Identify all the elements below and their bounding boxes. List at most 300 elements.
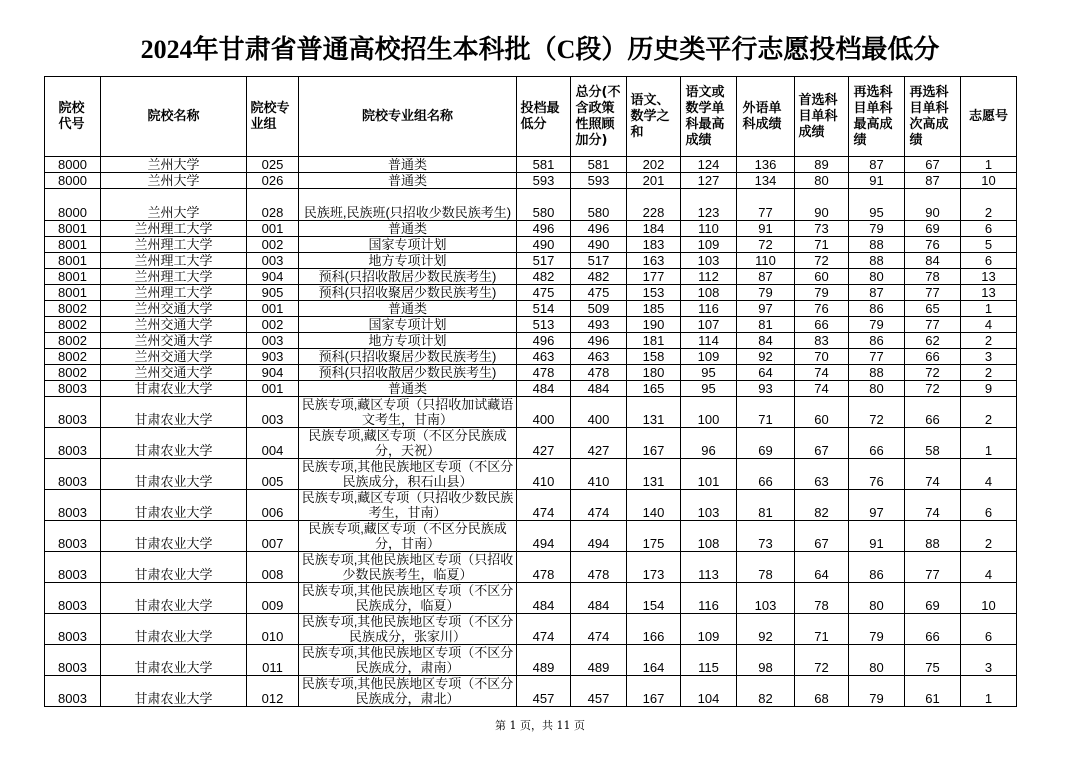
table-row xyxy=(45,333,1017,349)
cell-school-code: 8000 xyxy=(45,189,101,221)
cell-group-name: 民族专项,藏区专项（只招收少数民族考生，甘南） xyxy=(299,490,517,521)
cell-school-code: 8003 xyxy=(45,397,101,428)
cell-chinese-math-sum: 131 xyxy=(627,397,681,428)
cell-preference-no: 2 xyxy=(961,189,1017,221)
cell-second-subject-second: 77 xyxy=(905,285,961,301)
cell-total-score: 517 xyxy=(571,253,627,269)
cell-second-subject-max: 77 xyxy=(849,349,905,365)
cell-first-subject: 73 xyxy=(795,221,849,237)
header-first-subject xyxy=(795,77,849,157)
cell-group-code: 905 xyxy=(247,285,299,301)
cell-first-subject: 82 xyxy=(795,490,849,521)
table-row xyxy=(45,317,1017,333)
cell-total-score: 474 xyxy=(571,614,627,645)
cell-preference-no: 10 xyxy=(961,173,1017,189)
cell-school-name: 兰州交通大学 xyxy=(101,333,247,349)
header-row xyxy=(45,77,1017,157)
cell-group-name: 预科(只招收散居少数民族考生) xyxy=(299,269,517,285)
cell-total-score: 484 xyxy=(571,583,627,614)
cell-foreign-language: 69 xyxy=(737,428,795,459)
cell-first-subject: 67 xyxy=(795,428,849,459)
cell-chinese-math-sum: 201 xyxy=(627,173,681,189)
cell-second-subject-max: 79 xyxy=(849,317,905,333)
cell-school-code: 8002 xyxy=(45,349,101,365)
cell-second-subject-max: 72 xyxy=(849,397,905,428)
cell-preference-no: 5 xyxy=(961,237,1017,253)
cell-second-subject-second: 77 xyxy=(905,552,961,583)
cell-group-name: 民族专项,其他民族地区专项（不区分民族成分，积石山县） xyxy=(299,459,517,490)
cell-chinese-math-sum: 163 xyxy=(627,253,681,269)
cell-total-score: 474 xyxy=(571,490,627,521)
cell-foreign-language: 81 xyxy=(737,317,795,333)
cell-second-subject-second: 78 xyxy=(905,269,961,285)
cell-second-subject-second: 72 xyxy=(905,365,961,381)
cell-school-name: 兰州理工大学 xyxy=(101,237,247,253)
table-row xyxy=(45,397,1017,428)
cell-first-subject: 79 xyxy=(795,285,849,301)
cell-foreign-language: 92 xyxy=(737,349,795,365)
table-row xyxy=(45,173,1017,189)
score-table xyxy=(44,76,1017,707)
header-label: 志愿号 xyxy=(968,108,1008,124)
cell-first-subject: 80 xyxy=(795,173,849,189)
cell-group-code: 025 xyxy=(247,157,299,173)
cell-school-name: 兰州理工大学 xyxy=(101,269,247,285)
cell-group-code: 011 xyxy=(247,645,299,676)
cell-min-score: 581 xyxy=(517,157,571,173)
table-row xyxy=(45,552,1017,583)
cell-min-score: 593 xyxy=(517,173,571,189)
cell-school-name: 甘肃农业大学 xyxy=(101,614,247,645)
cell-school-name: 甘肃农业大学 xyxy=(101,645,247,676)
cell-second-subject-second: 87 xyxy=(905,173,961,189)
cell-chinese-math-sum: 167 xyxy=(627,428,681,459)
cell-preference-no: 6 xyxy=(961,221,1017,237)
cell-foreign-language: 64 xyxy=(737,365,795,381)
cell-chinese-math-sum: 175 xyxy=(627,521,681,552)
cell-chinese-math-sum: 202 xyxy=(627,157,681,173)
cell-chinese-math-sum: 185 xyxy=(627,301,681,317)
cell-first-subject: 90 xyxy=(795,189,849,221)
cell-group-code: 004 xyxy=(247,428,299,459)
cell-group-code: 026 xyxy=(247,173,299,189)
cell-school-name: 甘肃农业大学 xyxy=(101,381,247,397)
cell-group-name: 民族专项,其他民族地区专项（不区分民族成分，肃南） xyxy=(299,645,517,676)
header-label: 总分(不含政策性照顾加分) xyxy=(575,84,621,148)
cell-school-code: 8003 xyxy=(45,381,101,397)
cell-preference-no: 13 xyxy=(961,285,1017,301)
table-row xyxy=(45,221,1017,237)
cell-school-code: 8003 xyxy=(45,614,101,645)
table-row xyxy=(45,349,1017,365)
cell-second-subject-second: 58 xyxy=(905,428,961,459)
cell-min-score: 514 xyxy=(517,301,571,317)
cell-school-name: 甘肃农业大学 xyxy=(101,521,247,552)
cell-preference-no: 1 xyxy=(961,301,1017,317)
table-row xyxy=(45,237,1017,253)
cell-chinese-or-math-max: 103 xyxy=(681,490,737,521)
cell-foreign-language: 98 xyxy=(737,645,795,676)
table-row xyxy=(45,521,1017,552)
cell-group-code: 006 xyxy=(247,490,299,521)
table-row xyxy=(45,285,1017,301)
cell-second-subject-second: 77 xyxy=(905,317,961,333)
cell-preference-no: 3 xyxy=(961,349,1017,365)
cell-first-subject: 74 xyxy=(795,381,849,397)
cell-total-score: 410 xyxy=(571,459,627,490)
cell-preference-no: 6 xyxy=(961,614,1017,645)
cell-group-name: 民族专项,其他民族地区专项（不区分民族成分，临夏） xyxy=(299,583,517,614)
cell-group-code: 003 xyxy=(247,397,299,428)
cell-first-subject: 60 xyxy=(795,269,849,285)
cell-second-subject-second: 69 xyxy=(905,221,961,237)
cell-school-code: 8001 xyxy=(45,237,101,253)
header-chinese-math-sum xyxy=(627,77,681,157)
cell-min-score: 475 xyxy=(517,285,571,301)
cell-preference-no: 9 xyxy=(961,381,1017,397)
cell-first-subject: 71 xyxy=(795,237,849,253)
cell-school-code: 8003 xyxy=(45,521,101,552)
cell-foreign-language: 97 xyxy=(737,301,795,317)
cell-school-name: 兰州交通大学 xyxy=(101,301,247,317)
cell-second-subject-max: 87 xyxy=(849,157,905,173)
cell-chinese-math-sum: 158 xyxy=(627,349,681,365)
cell-second-subject-second: 61 xyxy=(905,676,961,707)
cell-min-score: 400 xyxy=(517,397,571,428)
cell-total-score: 493 xyxy=(571,317,627,333)
cell-first-subject: 67 xyxy=(795,521,849,552)
cell-foreign-language: 103 xyxy=(737,583,795,614)
cell-preference-no: 13 xyxy=(961,269,1017,285)
cell-min-score: 484 xyxy=(517,381,571,397)
cell-chinese-or-math-max: 116 xyxy=(681,301,737,317)
cell-school-name: 兰州理工大学 xyxy=(101,253,247,269)
cell-school-code: 8000 xyxy=(45,157,101,173)
table-row xyxy=(45,490,1017,521)
cell-foreign-language: 82 xyxy=(737,676,795,707)
cell-min-score: 474 xyxy=(517,614,571,645)
cell-total-score: 463 xyxy=(571,349,627,365)
page-footer: 第 1 页，共 11 页 xyxy=(495,719,585,732)
cell-group-code: 012 xyxy=(247,676,299,707)
cell-chinese-math-sum: 184 xyxy=(627,221,681,237)
cell-second-subject-max: 80 xyxy=(849,583,905,614)
cell-min-score: 457 xyxy=(517,676,571,707)
cell-school-code: 8003 xyxy=(45,552,101,583)
table-row xyxy=(45,583,1017,614)
cell-school-name: 甘肃农业大学 xyxy=(101,397,247,428)
cell-school-code: 8001 xyxy=(45,285,101,301)
cell-first-subject: 64 xyxy=(795,552,849,583)
cell-second-subject-second: 88 xyxy=(905,521,961,552)
cell-chinese-or-math-max: 108 xyxy=(681,521,737,552)
table-body xyxy=(45,157,1017,707)
cell-school-name: 兰州理工大学 xyxy=(101,285,247,301)
cell-school-code: 8000 xyxy=(45,173,101,189)
cell-second-subject-max: 79 xyxy=(849,614,905,645)
table-row xyxy=(45,459,1017,490)
header-second-subject-second xyxy=(905,77,961,157)
cell-min-score: 427 xyxy=(517,428,571,459)
cell-group-code: 904 xyxy=(247,269,299,285)
cell-school-code: 8002 xyxy=(45,365,101,381)
cell-preference-no: 6 xyxy=(961,253,1017,269)
cell-school-name: 甘肃农业大学 xyxy=(101,583,247,614)
cell-group-code: 007 xyxy=(247,521,299,552)
cell-group-name: 民族专项,其他民族地区专项（只招收少数民族考生，临夏） xyxy=(299,552,517,583)
cell-chinese-math-sum: 181 xyxy=(627,333,681,349)
cell-group-name: 普通类 xyxy=(299,221,517,237)
cell-chinese-math-sum: 153 xyxy=(627,285,681,301)
cell-chinese-math-sum: 180 xyxy=(627,365,681,381)
table-row xyxy=(45,676,1017,707)
header-second-subject-max xyxy=(849,77,905,157)
cell-total-score: 475 xyxy=(571,285,627,301)
cell-min-score: 490 xyxy=(517,237,571,253)
cell-foreign-language: 72 xyxy=(737,237,795,253)
cell-total-score: 457 xyxy=(571,676,627,707)
cell-second-subject-second: 69 xyxy=(905,583,961,614)
cell-foreign-language: 91 xyxy=(737,221,795,237)
cell-min-score: 463 xyxy=(517,349,571,365)
cell-second-subject-max: 66 xyxy=(849,428,905,459)
cell-min-score: 494 xyxy=(517,521,571,552)
cell-group-code: 904 xyxy=(247,365,299,381)
header-school-code xyxy=(45,77,101,157)
cell-chinese-math-sum: 167 xyxy=(627,676,681,707)
cell-foreign-language: 73 xyxy=(737,521,795,552)
cell-chinese-or-math-max: 116 xyxy=(681,583,737,614)
cell-first-subject: 68 xyxy=(795,676,849,707)
cell-preference-no: 1 xyxy=(961,157,1017,173)
cell-school-name: 甘肃农业大学 xyxy=(101,490,247,521)
cell-school-code: 8002 xyxy=(45,333,101,349)
cell-second-subject-max: 86 xyxy=(849,333,905,349)
cell-second-subject-max: 80 xyxy=(849,645,905,676)
cell-second-subject-second: 76 xyxy=(905,237,961,253)
header-label: 院校专业组名称 xyxy=(361,108,453,124)
table-header xyxy=(45,77,1017,157)
cell-second-subject-second: 90 xyxy=(905,189,961,221)
cell-chinese-math-sum: 173 xyxy=(627,552,681,583)
cell-first-subject: 63 xyxy=(795,459,849,490)
cell-second-subject-max: 91 xyxy=(849,173,905,189)
cell-first-subject: 76 xyxy=(795,301,849,317)
cell-school-name: 兰州大学 xyxy=(101,157,247,173)
cell-chinese-or-math-max: 124 xyxy=(681,157,737,173)
cell-chinese-math-sum: 154 xyxy=(627,583,681,614)
header-label: 再选科目单科次高成绩 xyxy=(909,84,949,148)
cell-first-subject: 72 xyxy=(795,253,849,269)
cell-foreign-language: 66 xyxy=(737,459,795,490)
cell-second-subject-max: 79 xyxy=(849,221,905,237)
cell-preference-no: 2 xyxy=(961,333,1017,349)
cell-total-score: 593 xyxy=(571,173,627,189)
cell-group-name: 预科(只招收聚居少数民族考生) xyxy=(299,349,517,365)
cell-chinese-or-math-max: 95 xyxy=(681,381,737,397)
table-row xyxy=(45,253,1017,269)
cell-min-score: 484 xyxy=(517,583,571,614)
cell-foreign-language: 84 xyxy=(737,333,795,349)
cell-second-subject-second: 67 xyxy=(905,157,961,173)
cell-group-name: 预科(只招收散居少数民族考生) xyxy=(299,365,517,381)
cell-chinese-math-sum: 166 xyxy=(627,614,681,645)
cell-preference-no: 4 xyxy=(961,459,1017,490)
cell-chinese-or-math-max: 109 xyxy=(681,349,737,365)
cell-group-code: 003 xyxy=(247,333,299,349)
cell-school-code: 8001 xyxy=(45,269,101,285)
cell-school-name: 兰州交通大学 xyxy=(101,349,247,365)
cell-second-subject-max: 88 xyxy=(849,237,905,253)
cell-chinese-or-math-max: 107 xyxy=(681,317,737,333)
cell-min-score: 496 xyxy=(517,221,571,237)
cell-school-code: 8001 xyxy=(45,221,101,237)
cell-total-score: 478 xyxy=(571,552,627,583)
cell-total-score: 580 xyxy=(571,189,627,221)
cell-foreign-language: 79 xyxy=(737,285,795,301)
cell-group-code: 005 xyxy=(247,459,299,490)
cell-foreign-language: 92 xyxy=(737,614,795,645)
cell-group-code: 903 xyxy=(247,349,299,365)
table-row xyxy=(45,269,1017,285)
cell-chinese-math-sum: 177 xyxy=(627,269,681,285)
cell-school-name: 兰州交通大学 xyxy=(101,317,247,333)
header-group-name xyxy=(299,77,517,157)
cell-first-subject: 70 xyxy=(795,349,849,365)
cell-school-code: 8002 xyxy=(45,301,101,317)
cell-group-name: 民族专项,藏区专项（只招收加试藏语文考生，甘南） xyxy=(299,397,517,428)
cell-chinese-math-sum: 165 xyxy=(627,381,681,397)
cell-group-name: 民族专项,其他民族地区专项（不区分民族成分，张家川） xyxy=(299,614,517,645)
cell-total-score: 400 xyxy=(571,397,627,428)
cell-foreign-language: 110 xyxy=(737,253,795,269)
cell-total-score: 496 xyxy=(571,221,627,237)
cell-foreign-language: 71 xyxy=(737,397,795,428)
cell-chinese-or-math-max: 103 xyxy=(681,253,737,269)
cell-preference-no: 2 xyxy=(961,521,1017,552)
cell-chinese-or-math-max: 109 xyxy=(681,614,737,645)
table-row xyxy=(45,365,1017,381)
cell-first-subject: 78 xyxy=(795,583,849,614)
cell-total-score: 496 xyxy=(571,333,627,349)
cell-group-name: 民族专项,藏区专项（不区分民族成分，天祝） xyxy=(299,428,517,459)
cell-total-score: 509 xyxy=(571,301,627,317)
cell-school-code: 8003 xyxy=(45,490,101,521)
cell-preference-no: 2 xyxy=(961,397,1017,428)
cell-chinese-math-sum: 190 xyxy=(627,317,681,333)
cell-preference-no: 1 xyxy=(961,428,1017,459)
cell-first-subject: 71 xyxy=(795,614,849,645)
cell-total-score: 427 xyxy=(571,428,627,459)
cell-chinese-or-math-max: 127 xyxy=(681,173,737,189)
table-row xyxy=(45,157,1017,173)
cell-preference-no: 4 xyxy=(961,317,1017,333)
cell-min-score: 478 xyxy=(517,552,571,583)
cell-second-subject-max: 86 xyxy=(849,552,905,583)
cell-second-subject-second: 74 xyxy=(905,459,961,490)
cell-chinese-or-math-max: 95 xyxy=(681,365,737,381)
cell-total-score: 482 xyxy=(571,269,627,285)
cell-chinese-or-math-max: 113 xyxy=(681,552,737,583)
cell-chinese-or-math-max: 123 xyxy=(681,189,737,221)
cell-total-score: 494 xyxy=(571,521,627,552)
cell-chinese-or-math-max: 115 xyxy=(681,645,737,676)
cell-school-code: 8003 xyxy=(45,428,101,459)
cell-group-code: 010 xyxy=(247,614,299,645)
cell-second-subject-second: 75 xyxy=(905,645,961,676)
cell-chinese-or-math-max: 100 xyxy=(681,397,737,428)
cell-preference-no: 2 xyxy=(961,365,1017,381)
cell-foreign-language: 87 xyxy=(737,269,795,285)
cell-second-subject-max: 88 xyxy=(849,365,905,381)
cell-total-score: 490 xyxy=(571,237,627,253)
cell-second-subject-second: 66 xyxy=(905,349,961,365)
cell-group-name: 国家专项计划 xyxy=(299,237,517,253)
header-group-code xyxy=(247,77,299,157)
cell-second-subject-second: 66 xyxy=(905,397,961,428)
table-row xyxy=(45,614,1017,645)
cell-chinese-or-math-max: 110 xyxy=(681,221,737,237)
header-min-score xyxy=(517,77,571,157)
cell-min-score: 478 xyxy=(517,365,571,381)
cell-group-name: 地方专项计划 xyxy=(299,333,517,349)
cell-school-name: 兰州理工大学 xyxy=(101,221,247,237)
cell-second-subject-max: 80 xyxy=(849,381,905,397)
header-school-name xyxy=(101,77,247,157)
cell-group-code: 001 xyxy=(247,301,299,317)
cell-chinese-or-math-max: 96 xyxy=(681,428,737,459)
cell-school-code: 8001 xyxy=(45,253,101,269)
cell-chinese-math-sum: 183 xyxy=(627,237,681,253)
cell-school-name: 甘肃农业大学 xyxy=(101,552,247,583)
cell-foreign-language: 81 xyxy=(737,490,795,521)
cell-second-subject-max: 79 xyxy=(849,676,905,707)
cell-second-subject-second: 65 xyxy=(905,301,961,317)
cell-foreign-language: 78 xyxy=(737,552,795,583)
table-row xyxy=(45,428,1017,459)
cell-chinese-or-math-max: 114 xyxy=(681,333,737,349)
cell-group-name: 地方专项计划 xyxy=(299,253,517,269)
cell-foreign-language: 77 xyxy=(737,189,795,221)
cell-min-score: 474 xyxy=(517,490,571,521)
cell-preference-no: 6 xyxy=(961,490,1017,521)
cell-group-name: 预科(只招收聚居少数民族考生) xyxy=(299,285,517,301)
header-label: 投档最低分 xyxy=(520,100,560,132)
header-chinese-or-math-max xyxy=(681,77,737,157)
header-label: 院校代号 xyxy=(58,100,85,132)
header-label: 首选科目单科成绩 xyxy=(798,92,838,140)
table-row xyxy=(45,301,1017,317)
cell-chinese-or-math-max: 109 xyxy=(681,237,737,253)
header-label: 外语单科成绩 xyxy=(742,100,782,132)
cell-foreign-language: 136 xyxy=(737,157,795,173)
cell-chinese-math-sum: 131 xyxy=(627,459,681,490)
cell-group-name: 民族专项,藏区专项（不区分民族成分，甘南） xyxy=(299,521,517,552)
cell-total-score: 484 xyxy=(571,381,627,397)
cell-min-score: 489 xyxy=(517,645,571,676)
header-preference-no xyxy=(961,77,1017,157)
table-row xyxy=(45,645,1017,676)
cell-group-code: 001 xyxy=(247,381,299,397)
cell-first-subject: 72 xyxy=(795,645,849,676)
cell-school-code: 8003 xyxy=(45,583,101,614)
cell-foreign-language: 93 xyxy=(737,381,795,397)
cell-second-subject-max: 97 xyxy=(849,490,905,521)
cell-total-score: 489 xyxy=(571,645,627,676)
cell-second-subject-second: 74 xyxy=(905,490,961,521)
cell-min-score: 517 xyxy=(517,253,571,269)
header-label: 再选科目单科最高成绩 xyxy=(853,84,893,148)
